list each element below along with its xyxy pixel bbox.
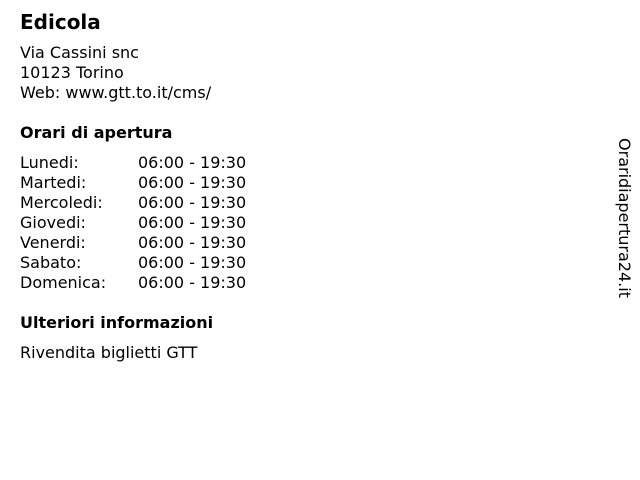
hours-row-tuesday: [20, 173, 580, 193]
hours-row-wednesday: [20, 193, 580, 213]
day-label: Martedi:: [20, 173, 87, 192]
opening-hours-title: Orari di apertura: [20, 123, 173, 142]
more-info-title: Ulteriori informazioni: [20, 313, 214, 332]
store-address: [20, 43, 580, 103]
day-label: Domenica:: [20, 273, 107, 292]
time-range: 06:00 - 19:30: [138, 233, 247, 252]
hours-row-friday: [20, 233, 580, 253]
site-watermark: Oraridiapertura24.it: [615, 138, 634, 298]
time-range: 06:00 - 19:30: [138, 173, 247, 192]
address-street: Via Cassini snc: [20, 43, 139, 62]
day-label: Mercoledi:: [20, 193, 103, 212]
time-range: 06:00 - 19:30: [138, 253, 247, 272]
hours-row-thursday: [20, 213, 580, 233]
hours-row-saturday: [20, 253, 580, 273]
hours-row-sunday: [20, 273, 580, 293]
hours-row-monday: [20, 153, 580, 173]
store-info: [20, 9, 580, 363]
website-link[interactable]: Web: www.gtt.to.it/cms/: [20, 83, 212, 102]
time-range: 06:00 - 19:30: [138, 153, 247, 172]
opening-hours-list: [20, 153, 580, 293]
time-range: 06:00 - 19:30: [138, 273, 247, 292]
address-city: 10123 Torino: [20, 63, 124, 82]
time-range: 06:00 - 19:30: [138, 213, 247, 232]
day-label: Venerdi:: [20, 233, 86, 252]
time-range: 06:00 - 19:30: [138, 193, 247, 212]
day-label: Lunedi:: [20, 153, 79, 172]
day-label: Sabato:: [20, 253, 82, 272]
store-name: Edicola: [20, 10, 101, 34]
more-info-text: Rivendita biglietti GTT: [20, 343, 198, 362]
day-label: Giovedi:: [20, 213, 86, 232]
